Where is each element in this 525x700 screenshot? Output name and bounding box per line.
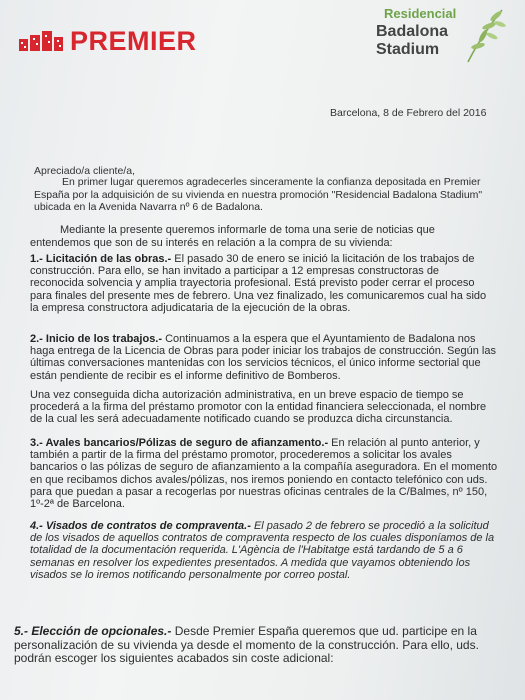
section-visados-title: 4.- Visados de contratos de compraventa.- — [30, 520, 251, 532]
section-visados — [30, 520, 500, 581]
mediante-paragraph: Mediante la presente queremos informarle de toma una serie de noticias que entendemos que son de su interés en relación a la compra de su vivienda: — [30, 224, 435, 249]
section-opcionales-title: 5.- Elección de opcionales.- — [14, 624, 172, 638]
building-logo-icon — [18, 29, 64, 53]
intro-paragraph: En primer lugar queremos agradecerles sinceramente la confianza depositada en Premier España por la adquisición de su vivienda en nuestra promoción "Residencial Badalona Stadium" ubicada en la Avenida Navarra nº 6 de Badalona. — [34, 176, 483, 213]
section-opcionales-body: Desde Premier España queremos que ud. participe en la personalización de su vivienda ya desde el momento de la construcción. Para ello, uds. podrán escoger los siguientes acabados sin coste adicional: — [14, 624, 479, 666]
olive-branch-icon — [462, 6, 508, 64]
badalona-label: Badalona — [376, 23, 449, 40]
residencial-label: Residencial — [384, 6, 457, 21]
letter-greeting: Apreciado/a cliente/a, — [34, 165, 135, 177]
logo-text: PREMIER — [70, 25, 197, 56]
section-licitacion-body: El pasado 30 de enero se inició la licitación de los trabajos de construcción. Para ello, se han invitado a participar a 12 empresas constructoras de reconocida solvencia y amplia trayectoria profesional. Está previsto poder cerrar el proceso para finales del presente mes de febrero. Una vez finalizado, les comunicaremos cual ha sido la empresa constructora adjudicataria de la ejecución de la obras. — [30, 253, 487, 314]
section-inicio-body: Continuamos a la espera que el Ayuntamiento de Badalona nos haga entrega de la Licencia de Obras para poder iniciar los trabajos de construcción. Según las últimas conversaciones mantenidas con los servicios técnicos, el único informe sectorial que están pendiente de recibir es el informe definitivo de Bomberos. — [30, 333, 496, 382]
section-inicio-extra: Una vez conseguida dicha autorización administrativa, en un breve espacio de tiempo se procederá a la firma del préstamo promotor con la entidad financiera seleccionada, el nombre de la cual les será adecuadamente notificado cuando se produzca dicha circunstancia. — [30, 389, 487, 426]
section-avales-body: En relación al punto anterior, y también a partir de la firma del préstamo promotor, procederemos a solicitar los avales bancarios o las pólizas de seguro de afianzamiento a la compañía aseguradora. En el momento en que recibamos dichos avales/pólizas, nos iremos poniendo en contacto telefónico con uds. para que puedan a pasar a recogerlas por nuestras oficinas centrales de la C/Balmes, nº 150, 1º-2ª de Barcelona. — [30, 437, 498, 511]
section-avales-title: 3.- Avales bancarios/Pólizas de seguro de afianzamento.- — [30, 437, 329, 449]
section-licitacion — [30, 253, 492, 314]
letter-date: Barcelona, 8 de Febrero del 2016 — [330, 107, 487, 119]
stadium-label: Stadium — [376, 41, 440, 58]
section-licitacion-title: 1.- Licitación de las obras.- — [30, 253, 172, 265]
premier-logo — [18, 24, 197, 58]
section-inicio — [30, 333, 496, 382]
section-inicio-title: 2.- Inicio de los trabajos.- — [30, 333, 163, 345]
section-avales — [30, 437, 500, 510]
section-visados-body: El pasado 2 de febrero se procedió a la solicitud de los visados de aquellos contratos de compraventa respecto de los cuales disponíamos de la totalidad de la documentación requerida. L'Agència de l'Habitatge está tardando de 5 a 6 semanas en resolver los expedientes presentados. A medida que vayamos obteniendo los visados se lo iremos notificando personalmente por correo postal. — [30, 520, 495, 581]
section-opcionales — [14, 625, 510, 666]
